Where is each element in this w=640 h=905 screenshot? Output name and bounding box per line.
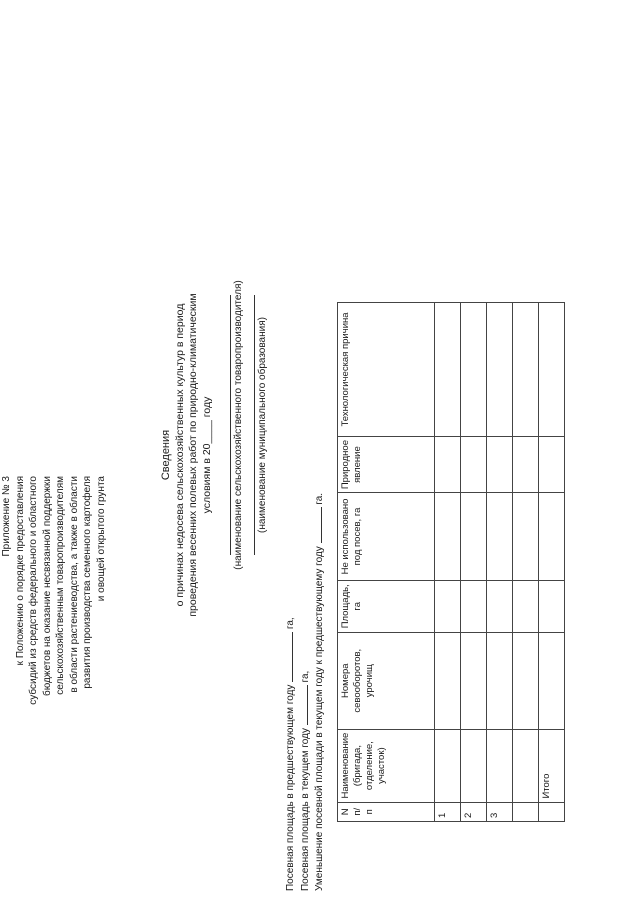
blank-field — [312, 507, 322, 543]
table-cell — [513, 493, 539, 581]
table-cell — [487, 729, 513, 802]
area-previous-label: Посевная площадь в предшествующем году — [285, 684, 296, 891]
title-heading: Сведения — [160, 429, 172, 481]
producer-signature-line — [230, 295, 231, 555]
table-row — [435, 303, 461, 822]
table-cell — [539, 303, 565, 437]
municipality-signature-line — [254, 295, 255, 555]
table-cell — [539, 580, 565, 632]
unit-label: га. — [314, 492, 325, 505]
table-cell — [435, 303, 461, 437]
table-cell — [487, 303, 513, 437]
table-cell — [461, 729, 487, 802]
table-cell — [461, 303, 487, 437]
table-cell — [487, 493, 513, 581]
area-current-label: Посевная площадь в текущем году — [299, 728, 311, 891]
table-header-row — [338, 303, 435, 822]
unit-label: га, — [285, 617, 296, 630]
appendix-line: в области растениеводства, а также в области — [68, 476, 80, 693]
appendix-line: к Положению о порядке предоставления — [14, 476, 26, 666]
appendix-line: Приложение № 3 — [1, 476, 12, 557]
header-number: N п/п — [338, 802, 435, 821]
table-cell — [539, 493, 565, 581]
table-cell: 2 — [461, 802, 487, 821]
table-cell — [539, 632, 565, 729]
header-natural: Природное явление — [338, 437, 435, 493]
appendix-line: субсидий из средств федерального и областного — [28, 476, 39, 705]
total-label: Итого — [539, 729, 565, 802]
table-cell — [435, 437, 461, 493]
crop-shortfall-table — [337, 302, 565, 822]
table-cell — [435, 493, 461, 581]
table-cell — [461, 437, 487, 493]
table-cell: 3 — [487, 802, 513, 821]
title-line: условиям в 20____ году — [200, 396, 213, 514]
producer-caption: (наименование сельскохозяйственного товаропроизводителя) — [233, 280, 244, 570]
area-decrease — [312, 493, 327, 891]
table-cell — [487, 632, 513, 729]
table-cell — [461, 580, 487, 632]
header-technological: Технологическая причина — [338, 303, 435, 437]
appendix-line: развития производства семенного картофеля — [82, 476, 93, 689]
table-cell — [435, 580, 461, 632]
header-rotation: Номера севооборотов, урочищ — [338, 632, 435, 729]
appendix-line: сельскохозяйственным товаропроизводителям — [55, 476, 66, 695]
table-cell — [513, 437, 539, 493]
table-cell — [461, 493, 487, 581]
document-title — [160, 205, 214, 705]
title-line: проведения весенних полевых работ по природно-климатическим — [187, 293, 199, 617]
area-current-year — [298, 493, 313, 891]
municipality-caption: (наименование муниципального образования) — [257, 317, 268, 533]
table-cell — [513, 802, 539, 821]
table-cell — [513, 580, 539, 632]
table-cell — [487, 580, 513, 632]
table-cell: 1 — [435, 802, 461, 821]
table-cell — [539, 437, 565, 493]
appendix-note — [0, 476, 108, 896]
table-cell — [487, 437, 513, 493]
table-cell — [513, 632, 539, 729]
appendix-line: бюджетов на оказание несвязанной поддержки — [41, 476, 53, 696]
table-cell — [539, 802, 565, 821]
table-row — [487, 303, 513, 822]
table-cell — [461, 632, 487, 729]
blank-field — [283, 632, 293, 682]
unit-label: га, — [299, 670, 311, 683]
table-cell — [513, 729, 539, 802]
table-row — [461, 303, 487, 822]
title-line: о причинах недосева сельскохозяйственных культур в период — [173, 303, 186, 607]
table-cell — [435, 632, 461, 729]
area-decrease-label: Уменьшение посевной площади в текущем году к предшествующему году — [314, 546, 325, 891]
table-row-total — [539, 303, 565, 822]
area-previous-year — [283, 493, 298, 891]
header-name: Наименование (бригада, отделение, участок) — [338, 729, 435, 802]
table-cell — [513, 303, 539, 437]
appendix-line: и овощей открытого грунта — [95, 476, 107, 602]
header-area: Площадь, га — [338, 580, 435, 632]
area-summary — [283, 493, 327, 891]
header-unsown: Не использовано под посев, га — [338, 493, 435, 581]
table-cell — [435, 729, 461, 802]
table-row — [513, 303, 539, 822]
blank-field — [298, 685, 308, 725]
